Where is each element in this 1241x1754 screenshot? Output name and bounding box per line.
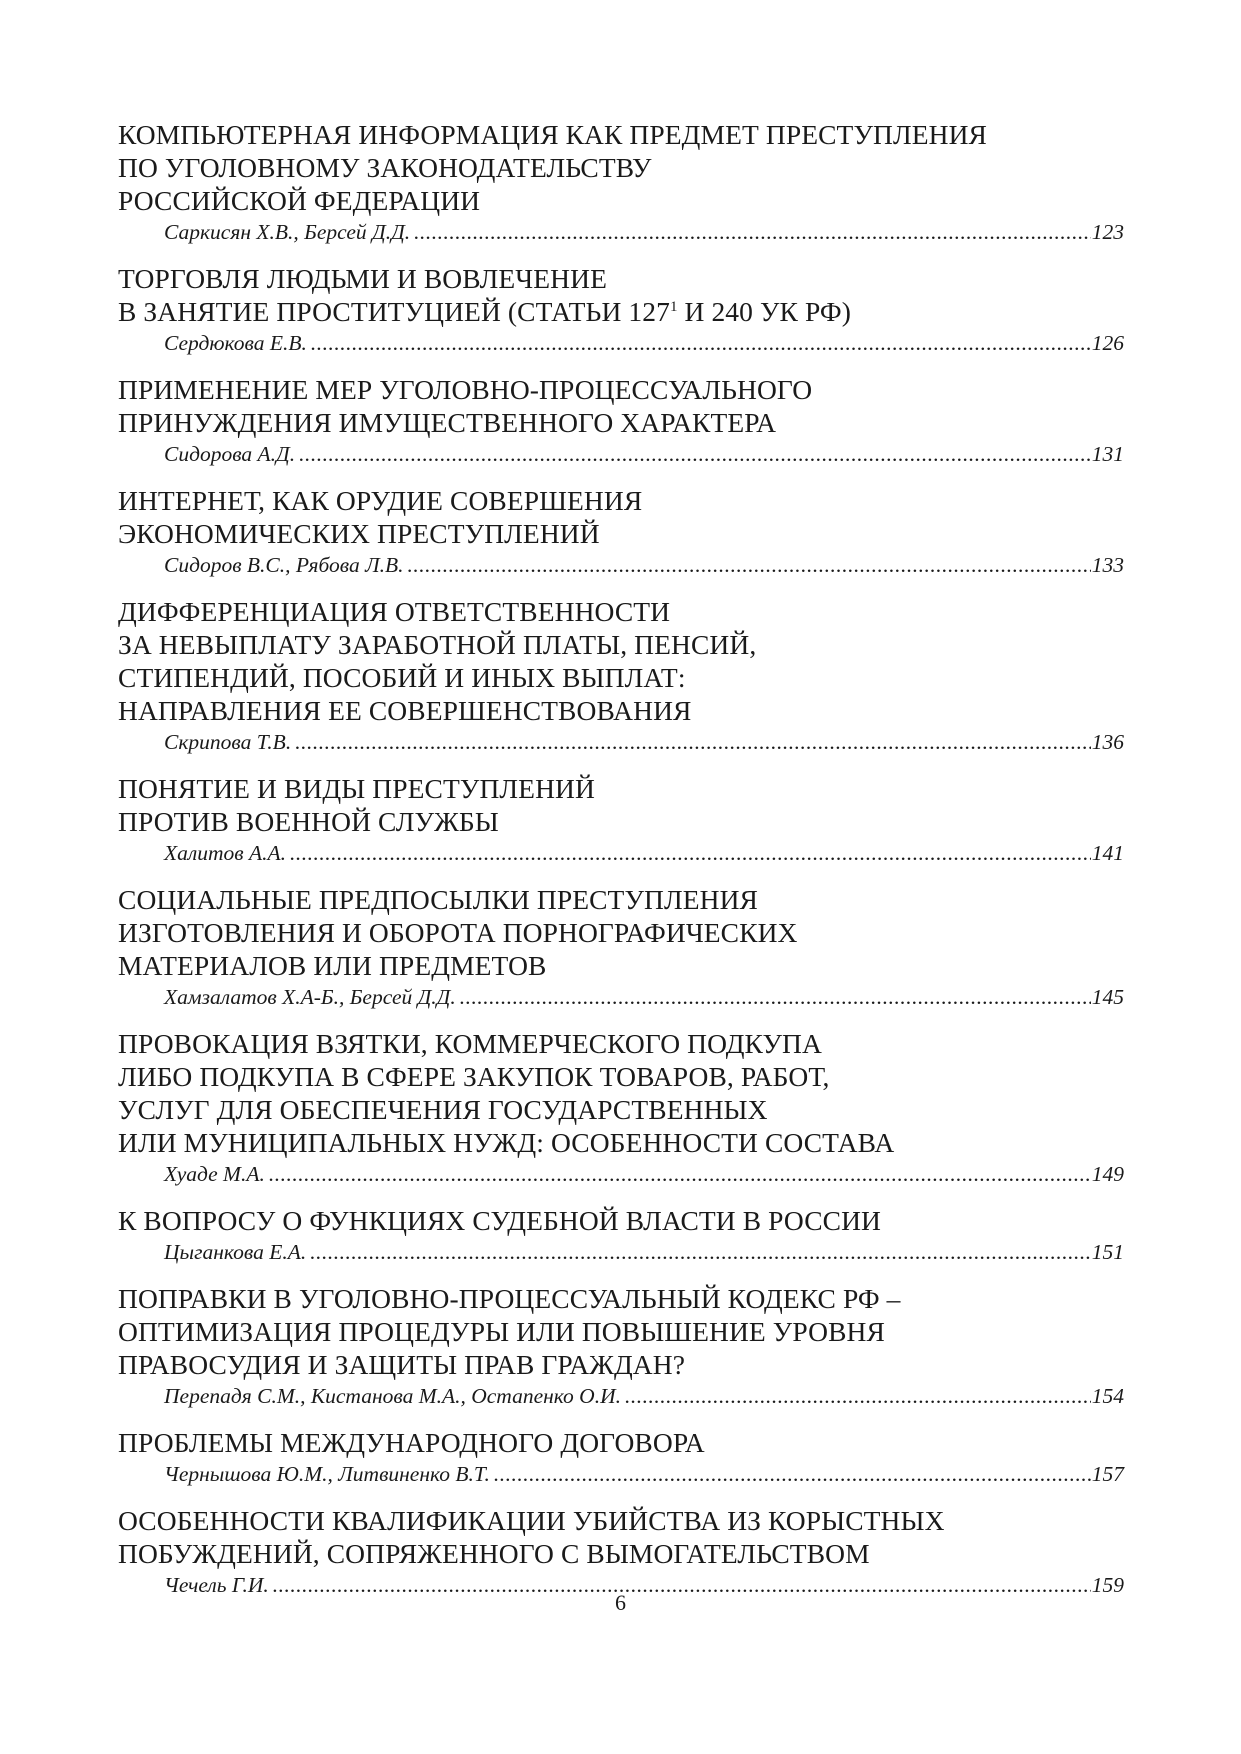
entry-authors: Цыганкова Е.А. bbox=[164, 1240, 307, 1264]
entry-title bbox=[118, 595, 1124, 727]
author-row bbox=[164, 1461, 1124, 1487]
author-row bbox=[164, 1239, 1124, 1265]
toc-entry bbox=[118, 118, 1124, 245]
toc-entry bbox=[118, 1504, 1124, 1598]
title-line: ИНТЕРНЕТ, КАК ОРУДИЕ СОВЕРШЕНИЯ bbox=[118, 485, 643, 516]
entry-authors: Чернышова Ю.М., Литвиненко В.Т. bbox=[164, 1462, 490, 1486]
toc-entry bbox=[118, 1204, 1124, 1265]
toc-entry bbox=[118, 595, 1124, 755]
title-line: ОПТИМИЗАЦИЯ ПРОЦЕДУРЫ ИЛИ ПОВЫШЕНИЕ УРОВНЯ bbox=[118, 1316, 885, 1347]
toc-entry bbox=[118, 772, 1124, 866]
entry-authors: Скрипова Т.В. bbox=[164, 730, 292, 754]
author-row bbox=[164, 1161, 1124, 1187]
author-row bbox=[164, 729, 1124, 755]
title-line: ИЗГОТОВЛЕНИЯ И ОБОРОТА ПОРНОГРАФИЧЕСКИХ bbox=[118, 917, 798, 948]
entry-authors: Сидорова А.Д. bbox=[164, 442, 296, 466]
entry-authors: Хуаде М.А. bbox=[164, 1162, 265, 1186]
entry-page-number: 123 bbox=[1091, 220, 1124, 244]
entry-page-number: 151 bbox=[1091, 1240, 1124, 1264]
toc-entry bbox=[118, 484, 1124, 578]
entry-title bbox=[118, 1204, 1124, 1237]
entry-authors: Хамзалатов Х.А-Б., Берсей Д.Д. bbox=[164, 985, 456, 1009]
dot-leader bbox=[460, 984, 1091, 1010]
title-line: ПРИНУЖДЕНИЯ ИМУЩЕСТВЕННОГО ХАРАКТЕРА bbox=[118, 407, 777, 438]
entry-title bbox=[118, 373, 1124, 439]
entry-title bbox=[118, 484, 1124, 550]
dot-leader bbox=[290, 840, 1091, 866]
dot-leader bbox=[494, 1461, 1091, 1487]
entry-page-number: 136 bbox=[1091, 730, 1124, 754]
title-line: СОЦИАЛЬНЫЕ ПРЕДПОСЫЛКИ ПРЕСТУПЛЕНИЯ bbox=[118, 884, 758, 915]
entry-authors: Сидоров В.С., Рябова Л.В. bbox=[164, 553, 404, 577]
entry-page-number: 159 bbox=[1091, 1573, 1124, 1597]
entry-title bbox=[118, 118, 1124, 217]
author-row bbox=[164, 984, 1124, 1010]
entry-page-number: 141 bbox=[1091, 841, 1124, 865]
title-line: УСЛУГ ДЛЯ ОБЕСПЕЧЕНИЯ ГОСУДАРСТВЕННЫХ bbox=[118, 1094, 768, 1125]
title-line: ДИФФЕРЕНЦИАЦИЯ ОТВЕТСТВЕННОСТИ bbox=[118, 596, 671, 627]
title-line: МАТЕРИАЛОВ ИЛИ ПРЕДМЕТОВ bbox=[118, 950, 547, 981]
toc-entry bbox=[118, 883, 1124, 1010]
entry-authors: Перепадя С.М., Кистанова М.А., Остапенко О.И. bbox=[164, 1384, 621, 1408]
dot-leader bbox=[625, 1383, 1091, 1409]
entry-title bbox=[118, 772, 1124, 838]
footer-page-number: 6 bbox=[615, 1590, 626, 1615]
title-line: ПРОВОКАЦИЯ ВЗЯТКИ, КОММЕРЧЕСКОГО ПОДКУПА bbox=[118, 1028, 822, 1059]
toc-entry bbox=[118, 1426, 1124, 1487]
entry-page-number: 157 bbox=[1091, 1462, 1124, 1486]
entry-authors: Чечель Г.И. bbox=[164, 1573, 269, 1597]
title-line: ПО УГОЛОВНОМУ ЗАКОНОДАТЕЛЬСТВУ bbox=[118, 152, 652, 183]
title-line: ПРИМЕНЕНИЕ МЕР УГОЛОВНО-ПРОЦЕССУАЛЬНОГО bbox=[118, 374, 813, 405]
title-line: РОССИЙСКОЙ ФЕДЕРАЦИИ bbox=[118, 185, 481, 216]
dot-leader bbox=[311, 330, 1091, 356]
title-line: СТИПЕНДИЙ, ПОСОБИЙ И ИНЫХ ВЫПЛАТ: bbox=[118, 662, 686, 693]
entry-authors: Халитов А.А. bbox=[164, 841, 287, 865]
title-line: ЗА НЕВЫПЛАТУ ЗАРАБОТНОЙ ПЛАТЫ, ПЕНСИЙ, bbox=[118, 629, 757, 660]
title-line: НАПРАВЛЕНИЯ ЕЕ СОВЕРШЕНСТВОВАНИЯ bbox=[118, 695, 692, 726]
title-line: ИЛИ МУНИЦИПАЛЬНЫХ НУЖД: ОСОБЕННОСТИ СОСТАВА bbox=[118, 1127, 895, 1158]
author-row bbox=[164, 1383, 1124, 1409]
entry-title bbox=[118, 262, 1124, 328]
author-row bbox=[164, 330, 1124, 356]
entry-title bbox=[118, 1282, 1124, 1381]
dot-leader bbox=[310, 1239, 1091, 1265]
title-line: ЛИБО ПОДКУПА В СФЕРЕ ЗАКУПОК ТОВАРОВ, РАБОТ, bbox=[118, 1061, 830, 1092]
author-row bbox=[164, 441, 1124, 467]
title-line-text: В ЗАНЯТИЕ ПРОСТИТУЦИЕЙ (СТАТЬИ 127 bbox=[118, 296, 670, 327]
entry-page-number: 126 bbox=[1091, 331, 1124, 355]
title-line: ЭКОНОМИЧЕСКИХ ПРЕСТУПЛЕНИЙ bbox=[118, 518, 600, 549]
title-line: КОМПЬЮТЕРНАЯ ИНФОРМАЦИЯ КАК ПРЕДМЕТ ПРЕСТУПЛЕНИЯ bbox=[118, 119, 987, 150]
entry-page-number: 149 bbox=[1091, 1162, 1124, 1186]
author-row bbox=[164, 219, 1124, 245]
dot-leader bbox=[414, 219, 1091, 245]
title-line: ПОНЯТИЕ И ВИДЫ ПРЕСТУПЛЕНИЙ bbox=[118, 773, 595, 804]
title-line: К ВОПРОСУ О ФУНКЦИЯХ СУДЕБНОЙ ВЛАСТИ В РОССИИ bbox=[118, 1205, 881, 1236]
toc-entry bbox=[118, 373, 1124, 467]
title-line bbox=[118, 295, 1124, 328]
author-row bbox=[164, 840, 1124, 866]
toc-entry bbox=[118, 262, 1124, 356]
dot-leader bbox=[269, 1161, 1091, 1187]
entry-page-number: 154 bbox=[1091, 1384, 1124, 1408]
title-line: ОСОБЕННОСТИ КВАЛИФИКАЦИИ УБИЙСТВА ИЗ КОРЫСТНЫХ bbox=[118, 1505, 945, 1536]
title-line: ПРАВОСУДИЯ И ЗАЩИТЫ ПРАВ ГРАЖДАН? bbox=[118, 1349, 686, 1380]
entry-title bbox=[118, 883, 1124, 982]
toc-entry bbox=[118, 1027, 1124, 1187]
dot-leader bbox=[295, 729, 1091, 755]
entry-authors: Саркисян Х.В., Берсей Д.Д. bbox=[164, 220, 411, 244]
title-line-text: И 240 УК РФ) bbox=[677, 296, 851, 327]
table-of-contents bbox=[118, 118, 1124, 1615]
entry-authors: Сердюкова Е.В. bbox=[164, 331, 307, 355]
entry-page-number: 133 bbox=[1091, 553, 1124, 577]
author-row bbox=[164, 552, 1124, 578]
title-line: ПРОБЛЕМЫ МЕЖДУНАРОДНОГО ДОГОВОРА bbox=[118, 1427, 705, 1458]
entry-title bbox=[118, 1504, 1124, 1570]
dot-leader bbox=[299, 441, 1091, 467]
dot-leader bbox=[408, 552, 1091, 578]
title-line: ПОПРАВКИ В УГОЛОВНО-ПРОЦЕССУАЛЬНЫЙ КОДЕКС РФ – bbox=[118, 1283, 901, 1314]
title-line: ТОРГОВЛЯ ЛЮДЬМИ И ВОВЛЕЧЕНИЕ bbox=[118, 263, 607, 294]
title-line: ПРОТИВ ВОЕННОЙ СЛУЖБЫ bbox=[118, 806, 499, 837]
entry-page-number: 131 bbox=[1091, 442, 1124, 466]
entry-page-number: 145 bbox=[1091, 985, 1124, 1009]
entry-title bbox=[118, 1027, 1124, 1159]
toc-entry bbox=[118, 1282, 1124, 1409]
article-superscript: 1 bbox=[669, 298, 678, 315]
title-line: ПОБУЖДЕНИЙ, СОПРЯЖЕННОГО С ВЫМОГАТЕЛЬСТВОМ bbox=[118, 1538, 870, 1569]
entry-title bbox=[118, 1426, 1124, 1459]
